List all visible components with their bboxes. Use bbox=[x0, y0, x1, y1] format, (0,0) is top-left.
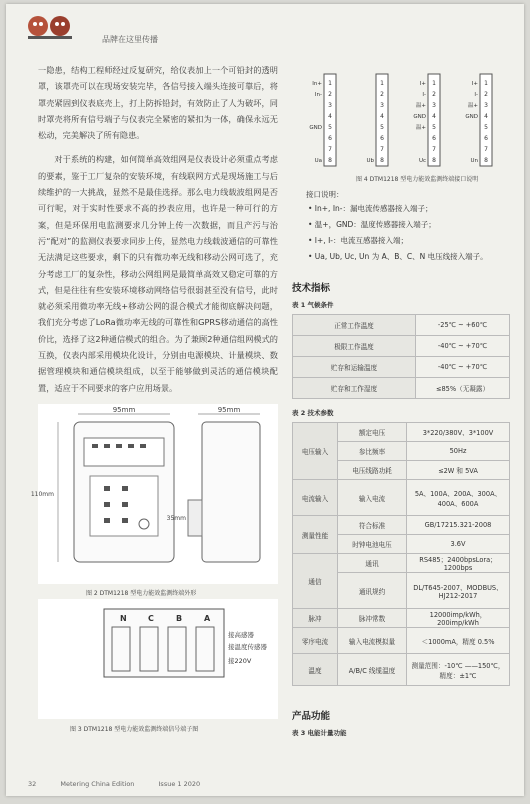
port-number: 8 bbox=[328, 157, 332, 164]
device-outline-figure bbox=[30, 404, 278, 584]
table-row: 参比频率 50Hz bbox=[293, 442, 510, 461]
interface-line-3: • I+, I-：电流互感器接入端； bbox=[308, 236, 408, 245]
port-number: 6 bbox=[432, 135, 436, 142]
func-title: 产品功能 bbox=[292, 711, 331, 722]
port-number: 4 bbox=[380, 113, 384, 120]
port-label: 温+ bbox=[467, 103, 478, 109]
table-row: 通讯规约 DL/T645-2007、MODBUS、HJ212-2017 bbox=[293, 573, 510, 609]
climate-table bbox=[292, 314, 510, 399]
table-row: 极限工作温度 -40℃ ~ +70℃ bbox=[293, 336, 510, 357]
dim-depth-label: 35mm bbox=[166, 515, 186, 522]
paragraph-2: 对于系统的构建，如何简单高效组网是仪表设计必须重点考虑的要素，鉴于工厂复杂的安装环境，有线联网方式是现场施工与后续维护的一大挑战，显然不是最佳选择。那么电力线载波组网是否可行呢，对于实时性要求不高的抄表应用，也许是一种可行的方案，但是环保用电监测要求几分钟上传一次数据，而且产污与治污“配对”的监测仪表要求同步上传，显然电力线载波通信的可靠性无法满足这些要求，剩下的只有微功率无线和移动公网可选了，充分考虑工厂的复杂性，移动公网组网是最简单高效又稳定可靠的方式，但是往往有些安装环境移动网络信号很弱甚至没有信号，此时就必须采用微功率无线+移动公网的混合模式才能彻底解决问题，我们充分考虑了LoRa微功率无线的可靠性和GPRS移动通信的高性价比，选择了这2种通信模式的组合。为了兼顾2种通信组网模式的互换，仪表内部采用模块化设计，分别由电源模块、计量模块、数据管理模块和通信模块组成，以至于能够做到灵活的通信模块配置，适应于不同要求的客户应用场景。 bbox=[38, 154, 278, 393]
port-number: 5 bbox=[432, 124, 436, 131]
port-number: 1 bbox=[484, 80, 488, 87]
table-row: 电压线路功耗 ≤2W 和 5VA bbox=[293, 461, 510, 480]
port-label: In- bbox=[314, 92, 322, 98]
interface-line-2: • 温+，GND：温度传感器接入端子； bbox=[308, 220, 436, 229]
port-number: 1 bbox=[380, 80, 384, 87]
header-title: 品牌在这里传播 bbox=[102, 35, 158, 44]
fig4-caption: 图 4 DTM1218 型电力能效监测终端接口说明 bbox=[356, 176, 479, 183]
interface-line-4: • Ua, Ub, Uc, Un 为 A、B、C、N 电压线接入端子。 bbox=[308, 252, 488, 261]
port-label: GND bbox=[465, 114, 478, 120]
table2-caption: 表 2 技术参数 bbox=[292, 409, 334, 417]
tech-params-table bbox=[292, 422, 510, 686]
page-number: 32 bbox=[28, 780, 37, 788]
port-label: 温+ bbox=[415, 103, 426, 109]
port-number: 6 bbox=[484, 135, 488, 142]
port-label: Un bbox=[470, 158, 478, 164]
terminal-n: N bbox=[120, 614, 127, 623]
interface-title: 接口说明： bbox=[306, 190, 344, 199]
table-row: 测量性能 符合标准 GB/17215.321-2008 bbox=[293, 516, 510, 535]
table-row: 温度 A/B/C 线缆温度 测量范围：-10℃ ——150℃，精度：±1℃ bbox=[293, 654, 510, 686]
left-column bbox=[38, 62, 278, 396]
paragraph-1: 一隐患，结构工程师经过反复研究，给仪表加上一个可铅封的透明罩，该罩壳可以在现场安装完毕，各信号接入端头连接可靠后，将罩壳紧固到仪表底壳上，打上防拆铅封，有效防止了人为破坏，同时罩壳将所有信号端子与仪表完全紧密的紧扣为一体，确保永远无松动，完美解决了所有隐患。 bbox=[38, 65, 278, 141]
port-label: 温+ bbox=[415, 125, 426, 131]
port-label: GND bbox=[413, 114, 426, 120]
port-number: 6 bbox=[328, 135, 332, 142]
port-number: 8 bbox=[484, 157, 488, 164]
terminal-b: B bbox=[176, 614, 183, 623]
port-label: In+ bbox=[312, 81, 322, 87]
table-row: 正常工作温度 -25℃ ~ +60℃ bbox=[293, 315, 510, 336]
port-number: 1 bbox=[328, 80, 332, 87]
dim-width-label: 95mm bbox=[112, 406, 136, 414]
label-sensor: 接高感器 bbox=[228, 631, 254, 639]
port-number: 2 bbox=[380, 91, 384, 98]
port-number: 2 bbox=[432, 91, 436, 98]
interface-line-1: • In+, In-：漏电流传感器接入端子； bbox=[308, 204, 433, 213]
dim-width2-label: 95mm bbox=[217, 406, 241, 414]
port-number: 3 bbox=[380, 102, 384, 109]
label-220v: 接220V bbox=[228, 657, 252, 665]
page-footer bbox=[28, 780, 222, 788]
port-number: 2 bbox=[484, 91, 488, 98]
port-number: 4 bbox=[432, 113, 436, 120]
port-label: I+ bbox=[471, 81, 478, 87]
port-label: I- bbox=[422, 92, 426, 98]
table1-caption: 表 1 气候条件 bbox=[292, 301, 334, 309]
page-header bbox=[24, 12, 504, 42]
table-row: 电压输入 额定电压 3*220/380V、3*100V bbox=[293, 423, 510, 442]
fig2-caption: 图 2 DTM1218 型电力能效监测终端外形 bbox=[86, 590, 197, 597]
port-number: 6 bbox=[380, 135, 384, 142]
port-number: 8 bbox=[380, 157, 384, 164]
interface-ports-figure bbox=[298, 66, 510, 171]
port-label: Uc bbox=[418, 158, 426, 164]
port-number: 5 bbox=[328, 124, 332, 131]
table-row: 时钟电池电压 3.6V bbox=[293, 535, 510, 554]
table-row: 零序电流 输入电流模拟量 ＜1000mA，精度 0.5% bbox=[293, 628, 510, 654]
port-number: 4 bbox=[484, 113, 488, 120]
port-number: 5 bbox=[380, 124, 384, 131]
port-number: 7 bbox=[484, 146, 488, 153]
port-number: 7 bbox=[328, 146, 332, 153]
port-label: GND bbox=[309, 125, 322, 131]
port-number: 8 bbox=[432, 157, 436, 164]
journal-page bbox=[6, 4, 524, 796]
port-label: Ua bbox=[314, 158, 322, 164]
table-row: 贮存和运输温度 -40℃ ~ +70℃ bbox=[293, 357, 510, 378]
terminal-a: A bbox=[204, 614, 211, 623]
tech-title: 技术指标 bbox=[292, 283, 331, 294]
table-row: 通信 通讯 RS485；2400bpsLora；1200bps bbox=[293, 554, 510, 573]
edition: Metering China Edition bbox=[60, 780, 135, 788]
port-number: 3 bbox=[328, 102, 332, 109]
port-label: I- bbox=[474, 92, 478, 98]
port-number: 7 bbox=[380, 146, 384, 153]
table-row: 贮存和工作湿度 ≤85%（无凝露） bbox=[293, 378, 510, 399]
port-number: 3 bbox=[484, 102, 488, 109]
port-number: 4 bbox=[328, 113, 332, 120]
port-number: 2 bbox=[328, 91, 332, 98]
port-number: 5 bbox=[484, 124, 488, 131]
port-number: 7 bbox=[432, 146, 436, 153]
port-number: 1 bbox=[432, 80, 436, 87]
issue: Issue 1 2020 bbox=[158, 780, 201, 788]
fig3-caption: 图 3 DTM1218 型电力能效监测终端信号端子图 bbox=[70, 726, 199, 733]
terminal-figure bbox=[38, 599, 278, 719]
port-number: 3 bbox=[432, 102, 436, 109]
table3-caption: 表 3 电能计量功能 bbox=[292, 729, 347, 737]
label-temp: 接温度传感器 bbox=[228, 643, 267, 651]
port-label: I+ bbox=[419, 81, 426, 87]
dim-height-label: 110mm bbox=[30, 491, 54, 498]
table-row: 电流输入 输入电流 5A、100A、200A、300A、400A、600A bbox=[293, 480, 510, 516]
mascot-logo bbox=[24, 12, 76, 40]
port-label: Ub bbox=[366, 158, 374, 164]
table-row: 脉冲 脉冲常数 12000imp/kWh，200imp/kWh bbox=[293, 609, 510, 628]
terminal-c: C bbox=[148, 614, 154, 623]
